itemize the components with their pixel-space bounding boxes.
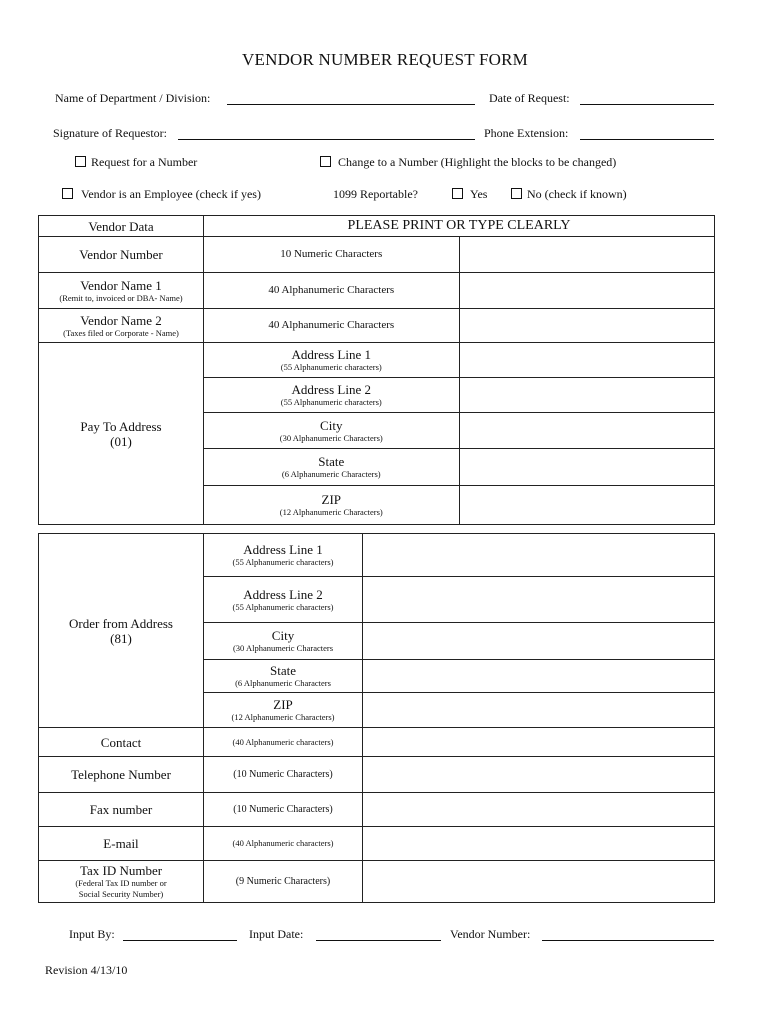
order-zip-input[interactable] <box>363 693 715 728</box>
pay-to-code: (01) <box>110 433 132 449</box>
order-city-sub: (30 Alphanumeric Characters <box>232 643 334 653</box>
telephone-label: Telephone Number <box>39 757 204 793</box>
order-address1-sub: (55 Alphanumeric characters) <box>232 557 334 567</box>
tax-id-sub1: (Federal Tax ID number or <box>75 878 167 888</box>
order-zip-cell <box>204 693 363 728</box>
contact-format: (40 Alphanumeric characters) <box>204 728 363 757</box>
tax-id-sub2: Social Security Number) <box>78 889 164 899</box>
pay-address2-input[interactable] <box>459 378 715 413</box>
footer-vendor-number-label: Vendor Number: <box>450 927 531 941</box>
order-state-input[interactable] <box>363 660 715 693</box>
employee-label: Vendor is an Employee (check if yes) <box>81 187 261 201</box>
tax-id-cell <box>39 861 204 903</box>
order-contact-table <box>38 533 715 903</box>
input-by-field[interactable] <box>123 940 237 941</box>
order-address2-label: Address Line 2 <box>243 586 323 602</box>
telephone-input[interactable] <box>363 757 715 793</box>
order-city-input[interactable] <box>363 623 715 660</box>
request-number-label: Request for a Number <box>91 155 198 169</box>
pay-state-label: State <box>318 454 345 469</box>
vendor-number-label: Vendor Number <box>39 237 204 273</box>
signature-label: Signature of Requestor: <box>53 126 167 140</box>
pay-state-sub: (6 Alphanumeric Characters) <box>281 469 381 479</box>
no-label: No (check if known) <box>527 187 627 201</box>
pay-address1-sub: (55 Alphanumeric characters) <box>280 362 382 372</box>
pay-address1-cell <box>204 343 460 378</box>
input-date-field[interactable] <box>316 940 441 941</box>
phone-field[interactable] <box>580 139 714 140</box>
date-field[interactable] <box>580 104 714 105</box>
order-state-sub: (6 Alphanumeric Characters <box>235 678 331 688</box>
phone-label: Phone Extension: <box>484 126 569 140</box>
no-checkbox[interactable] <box>511 188 522 199</box>
telephone-format: (10 Numeric Characters) <box>204 757 363 793</box>
order-state-cell <box>204 660 363 693</box>
revision-label: Revision 4/13/10 <box>45 963 128 977</box>
change-number-label: Change to a Number (Highlight the blocks to be changed) <box>338 155 617 169</box>
pay-address1-label: Address Line 1 <box>291 347 371 362</box>
vendor-name1-label: Vendor Name 1 <box>80 277 162 293</box>
request-number-checkbox[interactable] <box>75 156 86 167</box>
order-from-cell <box>39 534 204 728</box>
pay-to-label: Pay To Address <box>80 418 162 434</box>
yes-label: Yes <box>470 187 488 201</box>
vendor-name1-cell <box>39 273 204 309</box>
fax-label: Fax number <box>39 793 204 827</box>
input-date-label: Input Date: <box>249 927 304 941</box>
pay-zip-input[interactable] <box>459 486 715 525</box>
vendor-number-input[interactable] <box>459 237 715 273</box>
vendor-name2-sub: (Taxes filed or Corporate - Name) <box>63 327 179 338</box>
reportable-label: 1099 Reportable? <box>333 187 418 201</box>
email-label: E-mail <box>39 827 204 861</box>
yes-checkbox[interactable] <box>452 188 463 199</box>
vendor-name2-cell <box>39 309 204 343</box>
signature-field[interactable] <box>178 139 475 140</box>
input-by-label: Input By: <box>69 927 115 941</box>
order-city-label: City <box>271 628 295 643</box>
vendor-name2-format: 40 Alphanumeric Characters <box>204 309 460 343</box>
department-label: Name of Department / Division: <box>55 91 211 105</box>
order-address2-cell <box>204 577 363 623</box>
vendor-name1-sub: (Remit to, invoiced or DBA- Name) <box>59 292 183 303</box>
pay-address2-label: Address Line 2 <box>291 382 371 397</box>
pay-to-cell <box>39 343 204 525</box>
contact-input[interactable] <box>363 728 715 757</box>
pay-zip-label: ZIP <box>321 492 341 507</box>
tax-id-input[interactable] <box>363 861 715 903</box>
tax-id-format: (9 Numeric Characters) <box>204 861 363 903</box>
vendor-name2-label: Vendor Name 2 <box>80 312 162 328</box>
date-label: Date of Request: <box>489 91 570 105</box>
order-zip-sub: (12 Alphanumeric Characters) <box>231 712 335 722</box>
order-from-label: Order from Address <box>69 615 173 631</box>
pay-city-label: City <box>320 417 343 433</box>
tax-id-label: Tax ID Number <box>79 863 163 878</box>
vendor-data-header: Vendor Data <box>39 216 204 237</box>
order-address1-input[interactable] <box>363 534 715 577</box>
change-number-checkbox[interactable] <box>320 156 331 167</box>
fax-format: (10 Numeric Characters) <box>204 793 363 827</box>
email-format: (40 Alphanumeric characters) <box>204 827 363 861</box>
pay-zip-cell <box>204 486 460 525</box>
pay-city-sub: (30 Alphanumeric Characters) <box>279 432 383 443</box>
vendor-name2-input[interactable] <box>459 309 715 343</box>
order-zip-label: ZIP <box>273 697 293 712</box>
vendor-data-table <box>38 215 715 525</box>
employee-checkbox[interactable] <box>62 188 73 199</box>
contact-label: Contact <box>39 728 204 757</box>
order-address1-label: Address Line 1 <box>243 542 323 557</box>
order-from-code: (81) <box>110 630 132 646</box>
pay-address1-input[interactable] <box>459 343 715 378</box>
vendor-name1-input[interactable] <box>459 273 715 309</box>
pay-city-input[interactable] <box>459 413 715 449</box>
order-address2-input[interactable] <box>363 577 715 623</box>
order-address1-cell <box>204 534 363 577</box>
pay-address2-sub: (55 Alphanumeric characters) <box>280 397 382 407</box>
form-title: VENDOR NUMBER REQUEST FORM <box>242 50 528 69</box>
order-state-label: State <box>270 663 296 678</box>
pay-zip-sub: (12 Alphanumeric Characters) <box>279 507 383 517</box>
order-city-cell <box>204 623 363 660</box>
order-address2-sub: (55 Alphanumeric characters) <box>232 601 334 612</box>
pay-address2-cell <box>204 378 460 413</box>
vendor-number-format: 10 Numeric Characters <box>204 237 460 273</box>
footer-vendor-number-field[interactable] <box>542 940 714 941</box>
print-clearly-header: PLEASE PRINT OR TYPE CLEARLY <box>204 216 715 237</box>
pay-city-cell <box>204 413 460 449</box>
email-input[interactable] <box>363 827 715 861</box>
fax-input[interactable] <box>363 793 715 827</box>
vendor-name1-format: 40 Alphanumeric Characters <box>204 273 460 309</box>
department-field[interactable] <box>227 104 475 105</box>
pay-state-input[interactable] <box>459 449 715 486</box>
pay-state-cell <box>204 449 460 486</box>
